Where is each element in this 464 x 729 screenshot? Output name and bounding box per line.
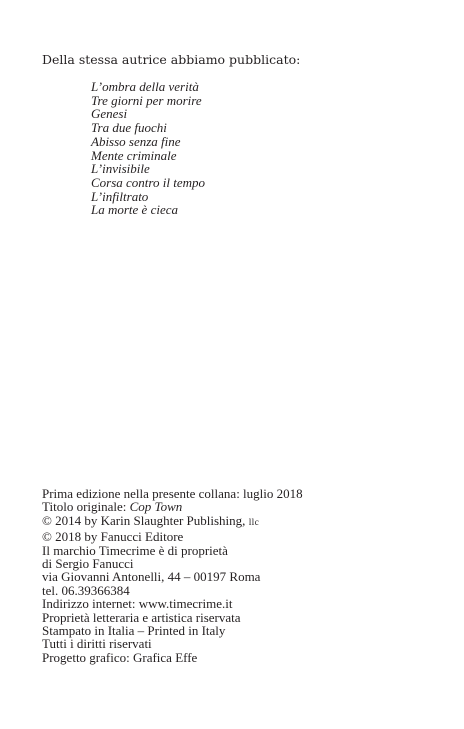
phone-line: tel. 06.39366384 (42, 582, 130, 598)
first-edition-line: Prima edizione nella presente collana: luglio 2018 (42, 486, 303, 501)
book-title: Genesi (91, 106, 128, 122)
other-titles-list (91, 80, 205, 217)
book-title: Tra due fuochi (91, 120, 167, 136)
book-title: La morte è cieca (91, 202, 179, 218)
book-title: L’infiltrato (91, 188, 149, 204)
book-title: Abisso senza fine (91, 133, 181, 149)
all-rights-line: Tutti i diritti riservati (42, 636, 152, 652)
author-copyright-line (42, 514, 303, 530)
book-title: Corsa contro il tempo (91, 174, 205, 190)
address-line: via Giovanni Antonelli, 44 – 00197 Roma (42, 569, 261, 585)
book-title: L’ombra della verità (91, 79, 199, 94)
book-title: Tre giorni per morire (91, 92, 202, 108)
original-title-line (42, 500, 303, 513)
website-line: Indirizzo internet: www.timecrime.it (42, 596, 233, 612)
colophon (42, 487, 303, 664)
trademark-line: Il marchio Timecrime è di proprietà (42, 542, 228, 558)
graphic-design-line: Progetto grafico: Grafica Effe (42, 649, 198, 665)
book-title: L’invisibile (91, 161, 150, 177)
intro-line: Della stessa autrice abbiamo pubblicato: (42, 52, 301, 67)
rights-line: Proprietà letteraria e artistica riservata (42, 609, 241, 625)
book-title: Mente criminale (91, 147, 177, 163)
original-title: Cop Town (129, 499, 183, 515)
author-copyright-suffix: llc (248, 517, 260, 528)
printed-line: Stampato in Italia – Printed in Italy (42, 623, 226, 639)
author-copyright: © 2014 by Karin Slaughter Publishing, (42, 512, 249, 528)
trademark-owner-line: di Sergio Fanucci (42, 556, 134, 572)
original-title-label: Titolo originale: (42, 499, 130, 515)
publisher-copyright-line: © 2018 by Fanucci Editore (42, 529, 184, 545)
